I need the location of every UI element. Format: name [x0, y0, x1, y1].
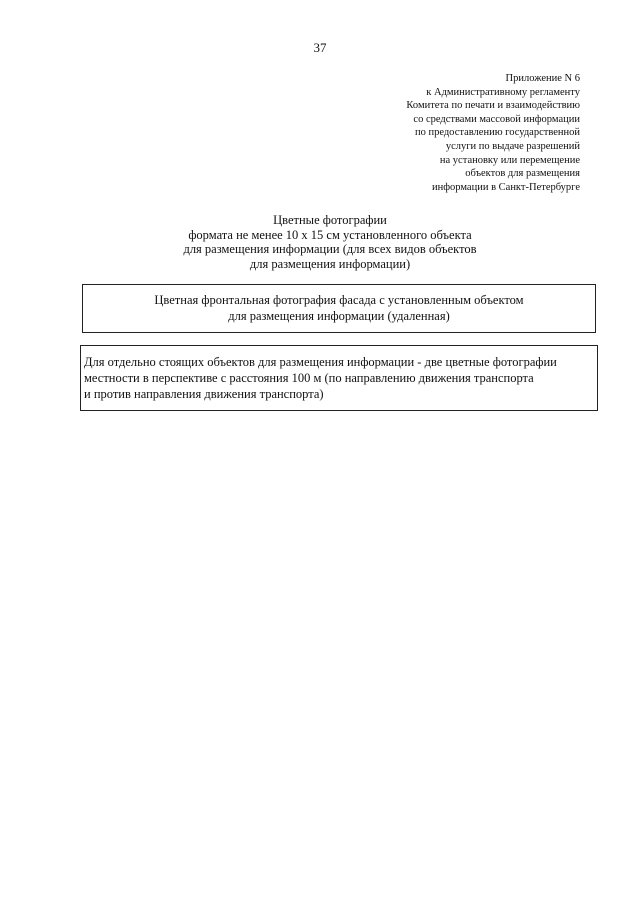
title-line: для размещения информации): [249, 256, 411, 271]
facade-photo-box: [82, 284, 596, 333]
appendix-line: услуги по выдаче разрешений: [445, 140, 580, 152]
facade-box-line: Цветная фронтальная фотография фасада с установленным объектом: [154, 293, 524, 307]
appendix-line: Комитета по печати и взаимодействию: [406, 100, 580, 112]
appendix-header: [406, 72, 580, 194]
standalone-photo-box: [80, 345, 598, 411]
page-number: 37: [313, 40, 327, 55]
appendix-line: на установку или перемещение: [439, 154, 580, 166]
appendix-line: со средствами массовой информации: [413, 113, 580, 125]
standalone-box-line: местности в перспективе с расстояния 100 м (по направлению движения транспорта: [84, 371, 534, 385]
appendix-line: по предоставлению государственной: [414, 127, 580, 139]
appendix-line: Приложение N 6: [505, 73, 580, 84]
title-line: Цветные фотографии: [273, 213, 387, 227]
appendix-line: информации в Санкт-Петербурге: [431, 181, 580, 193]
appendix-line: к Административному регламенту: [426, 86, 580, 98]
document-title: [150, 213, 510, 271]
standalone-box-line: Для отдельно стоящих объектов для размещения информации - две цветные фотографии: [84, 355, 557, 369]
standalone-box-line: и против направления движения транспорта): [84, 387, 324, 401]
title-line: для размещения информации (для всех видов объектов: [183, 242, 477, 256]
title-line: формата не менее 10 x 15 см установленного объекта: [188, 227, 472, 242]
facade-box-line: для размещения информации (удаленная): [228, 309, 450, 323]
appendix-line: объектов для размещения: [465, 168, 580, 180]
